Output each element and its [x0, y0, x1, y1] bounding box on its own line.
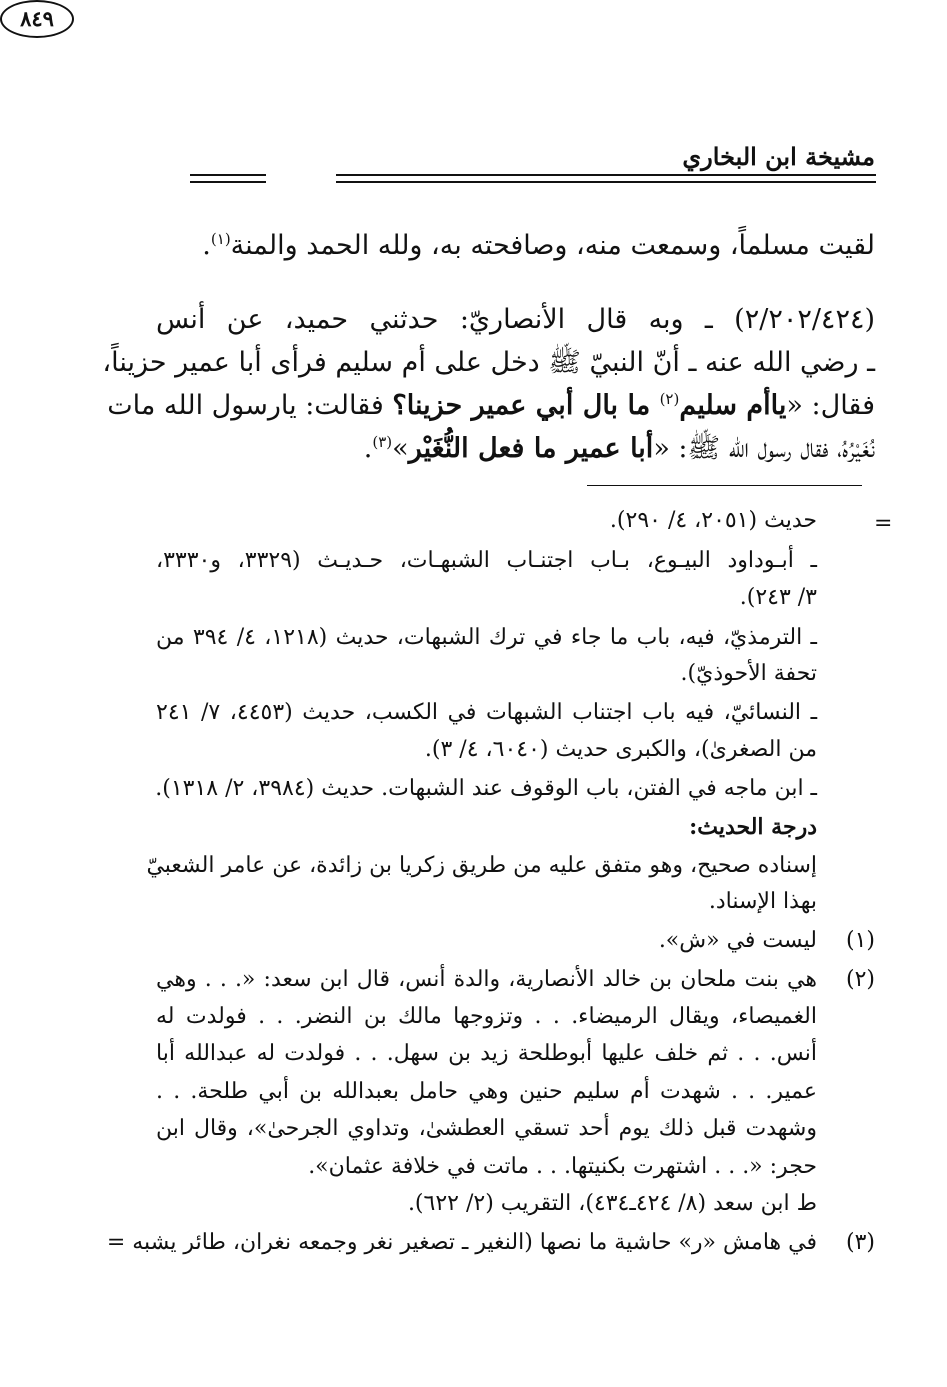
- main-line-1-text: لقيت مسلماً، وسمعت منه، وصافحته به، ولله الحمد والمنة: [230, 230, 875, 261]
- fn-cont-5: تحفة الأحوذيّ).: [680, 661, 817, 686]
- footnote-2-line-4: عمير. . . شهدت أم سليم حنين وهي حامل بعبدالله بن أبي طلحة. . .: [156, 1079, 817, 1104]
- hadith-line-4-end: .: [363, 433, 373, 464]
- fn-cont-7: من الصغرىٰ)، والكبرى حديث (٦٠٤٠، ٤/ ٣).: [424, 737, 817, 762]
- header-rule-left-bottom: [190, 181, 266, 183]
- hadith-line-4-a: نُغَيْرُهُ، فقال رسول الله ﷺ: «: [653, 433, 875, 464]
- footnote-ref-3: (٣): [372, 433, 393, 451]
- header-rule-left-top: [190, 174, 266, 176]
- hadith-line-4-c: »: [392, 433, 409, 464]
- hadith-line-3-c: ما بال أبي عمير حزينا؟: [392, 390, 660, 421]
- footnote-ref-2: (٢): [659, 390, 680, 408]
- footnote-2-line-1: هي بنت ملحان بن خالد الأنصارية، والدة أنس، قال ابن سعد: «. . . وهي: [156, 967, 817, 992]
- header-rule-right-bottom: [336, 181, 876, 183]
- page-number: ٨٤٩: [0, 0, 74, 38]
- footnote-1-number: (١): [845, 928, 875, 953]
- footnote-2-number: (٢): [845, 967, 875, 992]
- hadith-line-1: (٢/٢٠٢/٤٢٤) ـ وبه قال الأنصاريّ: حدثني حميد، عن أنس: [156, 304, 875, 335]
- continuation-mark: =: [874, 511, 893, 536]
- fn-cont-3: ٣/ ٢٤٣).: [739, 585, 817, 610]
- footnote-2-line-2: الغميصاء، ويقال الرميضاء. . . وتزوجها مالك بن النضر. . . فولدت له: [156, 1004, 817, 1029]
- hadith-line-4: [364, 429, 875, 469]
- fn-cont-4: ـ الترمذيّ، فيه، باب ما جاء في ترك الشبهات، حديث (١٢١٨، ٤/ ٣٩٤ من: [156, 625, 817, 650]
- fn-cont-6: ـ النسائيّ، فيه باب اجتناب الشبهات في الكسب، حديث (٤٤٥٣، ٧/ ٢٤١: [156, 700, 818, 725]
- main-line-1: [202, 226, 875, 266]
- hadith-line-3-d: فقالت: يارسول الله مات: [107, 390, 393, 421]
- footnote-2-line-3: أنس. . . ثم خلف عليها أبوطلحة زيد بن سهل. . . فولدت له عبدالله أبا: [156, 1041, 817, 1066]
- footnote-1-text: ليست في «ش».: [658, 928, 817, 953]
- hadith-line-3-a: فقال: «: [786, 390, 875, 421]
- book-title: مشيخة ابن البخاري: [682, 142, 875, 171]
- fn-cont-2: ـ أبـوداود البيـوع، بـاب اجتنـاب الشبهـات، حـديـث (٣٣٢٩، و٣٣٣٠،: [156, 548, 817, 573]
- footnote-2-line-5: وشهدت قبل ذلك يوم أحد تسقي العطشىٰ، وتداوي الجرحىٰ»، وقال ابن: [156, 1116, 817, 1141]
- hadith-grade-heading: درجة الحديث:: [689, 814, 817, 840]
- footnote-separator: [587, 485, 862, 486]
- fn-cont-1: حديث (٢٠٥١، ٤/ ٢٩٠).: [609, 508, 817, 533]
- main-line-1-end: .: [202, 230, 211, 261]
- fn-cont-11: بهذا الإسناد.: [708, 889, 817, 914]
- footnote-2-line-7: ط ابن سعد (٨/ ٤٢٤ـ٤٣٤)، التقريب (٢/ ٦٢٢).: [407, 1191, 817, 1216]
- footnote-2-line-6: حجر: «. . . اشتهرت بكنيتها. . . ماتت في خلافة عثمان».: [308, 1154, 817, 1179]
- footnote-3-text: في هامش «ر» حاشية ما نصها (النغير ـ تصغير نغر وجمعه نغران، طائر يشبه =: [106, 1230, 817, 1255]
- footnote-3-number: (٣): [845, 1230, 875, 1255]
- hadith-line-2: ـ رضي الله عنه ـ أنّ النبيّ ﷺ دخل على أم سليم فرأى أبا عمير حزيناً،: [102, 347, 875, 378]
- fn-cont-8: ـ ابن ماجه في الفتن، باب الوقوف عند الشبهات. حديث (٣٩٨٤، ٢/ ١٣١٨).: [155, 776, 817, 801]
- hadith-line-4-b: أبا عمير ما فعل النُّغَيْر: [408, 433, 654, 464]
- footnote-ref-1: (١): [210, 230, 231, 248]
- fn-cont-10: إسناده صحيح، وهو متفق عليه من طريق زكريا بن زائدة، عن عامر الشعبيّ: [146, 853, 817, 878]
- header-rule-right-top: [336, 174, 876, 176]
- hadith-line-3: [107, 386, 875, 426]
- hadith-line-3-b: ياأم سليم: [679, 390, 787, 421]
